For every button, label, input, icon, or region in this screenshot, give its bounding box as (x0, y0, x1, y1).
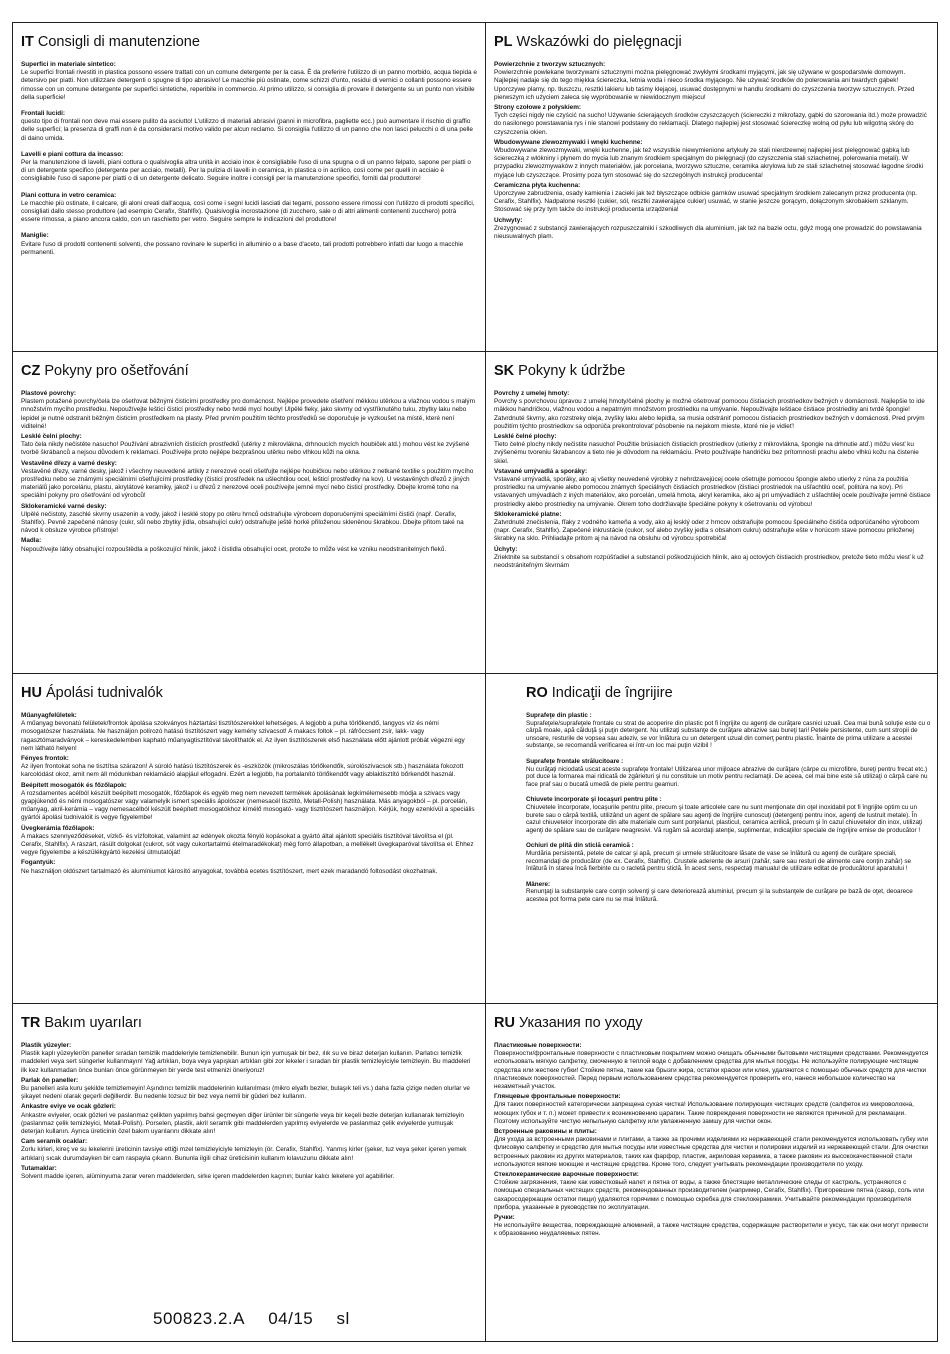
block-text: A makacs szennyeződéseket, vízkő- és vízfoltokat, valamint az edények okozta fényló kopásokat a gyártó által ajánlott speciális tisztítóval távolítsa el (pl. Cerafix, Stahlfix). A rászárt, rásült dolgokat (cukrot, sót vagy cukortartalmú ételmaradékokat) még forró állapotban, a mellékelt üvegkaparóval távolítsa el. Ehhez vegye figyelembe a készülékgyártó kezelési útmutatóját! (21, 832, 474, 857)
block-text: Murdăria persistentă, petele de calcar şi apă, precum şi urmele strălucitoare lăsate de vase se înlătură cu agenţi de curăţare speciali, recomandaţi de producător (de ex. Cerafix, Stahlfix). Crustele aderente de arsuri (zahăr, sare sau resturi de alimente care conţin zahăr) se înlătură în starea încă fierbinte cu o racletă pentru sticlă. În acest sens, respectaţi manualul de utilizare editat de producătorul aparatului ! (526, 849, 911, 873)
language-code: PL (494, 34, 513, 50)
language-code: HU (21, 685, 42, 701)
block-spacer (21, 102, 477, 108)
block-heading: Chiuvete încorporate şi locaşuri pentru plite : (526, 796, 662, 804)
block-heading: Vstavané umývadlá a sporáky: (494, 467, 588, 475)
section-tr (13, 1004, 486, 1341)
revision-date: 04/15 (268, 1309, 314, 1328)
block-text: Zrezygnować z substancji zawierających rozpuszczalniki i szkodliwych dla aluminium, jak też na bazie octu, gdyż mogą one prowadzić do powstawania nieusuwalnych plam. (494, 224, 922, 241)
block-heading: Ankastre eviye ve ocak gözleri: (21, 1103, 116, 1111)
section-ro (486, 674, 939, 1003)
block-heading: Lesklé čelné plochy: (494, 433, 557, 441)
block-heading: Глянцевые фронтальные поверхности: (494, 1093, 621, 1101)
block-heading: Fényes frontok: (21, 755, 69, 763)
block-text: Per la manutenzione di lavelli, piani cottura o qualsivoglia altra unità in acciaio inox è consigliabile l'uso di una spugna o di un panno felpato, sapone per piatti o di un detergente specifico (detergente per acciaio, metalli). Per la pulizia di lavelli in ceramica, in plastica o in acrilico, così come per quelli in acciaio è consigliabile l'uso di sapone per piatti o di un detergente delicato. Seguire inoltre i consigli per la manutenzione specifici, forniti dal produttore! (21, 159, 471, 183)
block-spacer (526, 834, 931, 840)
block-heading: Beépített mosogatók és főzőlapok: (21, 781, 127, 789)
block-text: questo tipo di frontali non deve mai essere pulito da asciutto! L'utilizzo di materiali abrasivi (panni in microfibra, pagliette ecc.) può aumentare il rischio di graffio delle superfici; la presenza di graffi non è da considerarsi motivo valido per alcun reclamo. Si consiglia l'utilizzo di un panno che non lasci pelucchi o di una pelle di daino umida. (21, 118, 473, 142)
block-heading: Parlak ön paneller: (21, 1076, 79, 1084)
block-text: Не используйте вещества, повреждающие алюминий, а также чистящие средства, содержащие растворители и уксус, так как они могут привести к образованию неудаляемых пятен. (494, 1222, 929, 1238)
block-heading: Mânere: (526, 880, 551, 888)
section-title (21, 33, 477, 51)
block-heading: Встроенные раковины и плиты: (494, 1128, 597, 1136)
block-text: Uporczywe zabrudzenia, osady kamienia i zacieki jak też błyszczące odbicie garnków usuwać specjalnym środkiem zalecanym przez producenta (np. Cerafix, Stahlfix). Nadpalone resztki (cukier, sól, resztki zawierające cukier) usuwać, w stanie jeszcze gorącym, dołączonym skrobakiem szklanym. Stosować się przy tym także do instrukcji producenta urządzenia! (494, 190, 918, 214)
block-heading: Lesklé čelní plochy: (21, 433, 82, 441)
section-title (494, 684, 931, 702)
block-heading: Vestavěné dřezy a varné desky: (21, 459, 117, 467)
block-spacer (526, 788, 931, 794)
instruction-sheet (12, 22, 938, 1342)
block-text: A rozsdamentes acélból készült beépített mosogatók, főzőlapok és egyéb meg nem nevezett termékek ápolásának legkímélemesebb módja a szivacs vagy gyapjúkendő és némi mosogatószer vagy valamelyik ismert speciális ápolószer (nemesacél tisztító, Metall-Polish) használata. Más anyagokból – pl. porcelán, műanyag, akril-kerámia – vagy nemesacélból készült beépített mosogatókhoz kímélő mosogató- vagy tisztítószert használjon. Kérjük, hogy ezenkívül a speciális gyártói ápolási tudnivalóit is vegye figyelembe! (21, 789, 475, 822)
block-text: Solvent madde içeren, alüminyuma zarar veren maddelerden, sirke içeren maddelerden kaçının; bunlar kalıcı lekelere yol açabilirler. (21, 1173, 395, 1181)
block-heading: Fogantyúk: (21, 859, 56, 867)
block-text: Nepoužívejte látky obsahující rozpouštědla a poškozující hliník, jakož i čistidla obsahující ocet, protože to může vést ke vzniku neodstranitelných fleků. (21, 545, 447, 553)
row-4 (13, 1003, 937, 1341)
block-heading: Sklokeramické platne: (494, 510, 562, 518)
row-1 (13, 23, 937, 351)
title-text: Indicaţii de îngrijire (551, 685, 673, 701)
block-text: Plastik kaplı yüzeyler/ön paneller sıradan temizlik maddeleriyle temizlenebilir. Bunun için yumuşak bir bez, ılık su ve biraz deterjan kullanın. Parlatıcı temizlik maddeleri veya sert süngerler kullanmayın! Yağ artıkları, boya veya yapışkan artıkları gibi zor lekeler i sıradan bir plastik temizleyiciyle temizleyin. Bu maddeleri ilk kez kullanmadan önce bunları önce görünmeyen bir yerde test etmenizi öneriyoruz! (21, 1050, 471, 1074)
section-body (21, 1042, 477, 1181)
section-body (494, 712, 931, 903)
section-title (21, 684, 477, 702)
title-text: Bakım uyarıları (44, 1015, 142, 1031)
block-heading: Ручки: (494, 1214, 515, 1222)
document-code (153, 1309, 368, 1329)
block-text: Nu curăţaţi niciodată uscat aceste suprafeţe frontale! Utilizarea unor mijloace abrazive de curăţare (cârpe cu microfibre, bureţi pentru frecat etc.) pot duce la formarea mai ridicată de zgârieturi şi nu constituie un motiv pentru reclamaţii. De aceea, cel mai bine este să utilizaţi o cârpă care nu face praf sau o bucată umedă de piele pentru geamuri. (526, 765, 928, 788)
block-heading: Ceramiczna płyta kuchenna: (494, 181, 581, 189)
block-text: Ankastre eviyeler, ocak gözleri ve paslanmaz çelikten yapılmış bahsi geçmeyen diğer ürünler bir süngerle veya bir keçeli bezle deterjan kullanarak temizleyin (paslanmaz çelik temizleyici, Metall-Polish). Porselen, plastik, akril seramik gibi maddelerden yapılmış eviyelerde ve paslanmaz çelik eviyelerde yumuşak deterjan kullanın. Ayrıca üreticinin özel bakım uyarılarını dikkate alın! (21, 1111, 464, 1136)
language-code: TR (21, 1015, 41, 1031)
block-heading: Plastové povrchy: (21, 390, 77, 397)
block-text: Chiuvetele încorporate, locaşurile pentru plite, precum şi toate articolele care nu sunt menţionate din oţel inoxidabil pot fi îngrijite optim cu un burete sau o cârpă textilă, utilizând un agent de spălare sau agenţi de îngrijire cunoscuţi (detergenţi pentru inox, agenţi de lustruit metale). În cazul chiuvetelor încorporate din alte materiale cum sunt porţelanul, plasticul, ceramica acrilică, precum şi în cazul chiuvetelor din inox, utilizaţi agenţi de spălare sau de curăţare neagresivi. Vă rugăm să acordaţi atenţie, suplimentar, indicaţiilor speciale de îngrijire emise de producător ! (526, 803, 923, 834)
section-cz (13, 352, 486, 673)
language-code: SK (494, 363, 515, 379)
revision-suffix: sl (336, 1309, 350, 1328)
block-text: Zriektnite sa substancií s obsahom rozpúšťadiel a substancií poškodzujúcich hliník, ako aj octových čistiacich prostriedkov, pretože tieto môžu viesť k už neodstrániteľným škvrnám (494, 553, 924, 570)
block-heading: Maniglie: (21, 232, 49, 240)
language-code: RU (494, 1015, 515, 1031)
title-text: Указания по уходу (518, 1015, 643, 1031)
block-text: Ne használjon oldószert tartalmazó és alumíniumot károsító anyagokat, továbbá ecetes tisztítószert, mert ezek maradandó foltosodást okozhatnak. (21, 867, 438, 875)
block-spacer (526, 873, 931, 879)
section-title (494, 1014, 931, 1032)
block-text: Bu panelleri asla kuru şekilde temizlemeyin! Aşındırıcı temizlik maddelerinin kullanılması (mikro elyaflı bezler, bulaşık teli vs.) daha fazla çizige neden olurlar ve şikayet nedeni olarak geçerli değillerdir. Bu nedenle tozsuz bir bez veya nemli bir güderi bez kullanın. (21, 1085, 470, 1101)
block-text: Zatvrdnuté znečistenia, fľaky z vodného kameňa a vody, ako aj lesklý oder z hrncov odstraňujte pomocou špeciálneho čističa odporúčaného výrobcom (napr. Cerafix, Stahlfix). Zapečené inkrustácie (cukor, soľ alebo zvyšky jedla s obsahom cukru) odstraňujte ešte v horúcom stave pomocou priloženej škrabky na sklo. Prihliadajte pritom aj na návod na obsluhu od výrobcu spotrebiča! (494, 519, 920, 543)
block-heading: Frontali lucidi: (21, 110, 66, 118)
block-heading: Lavelli e piani cottura da incasso: (21, 150, 124, 158)
block-text: Le macchie più ostinate, il calcare, gli aloni creati dall'acqua, così come i segni lucidi lasciati dai tegami, possono essere rimossi con l'utilizzo di prodotti specifici, consigliati dallo stesso produttore (ad esempio Cerafix, Stahlfix). Qualsivoglia incrostazione (di zucchero, sale o di altri alimenti contenenti zucchero) potrà essere rimossa, a piano ancora caldo, con un raschietto per vetro. Seguire sempre le indicazioni del produttore! (21, 199, 475, 224)
block-heading: Műanyagfelületek: (21, 712, 77, 719)
block-text: A műanyag bevonatú felületek/frontok ápolása szokványos háztartási tisztítószerekkel lehetséges. A legjobb a puha törlőkendő, langyos víz és némi mosogatószer használata. Ne használjon polírozó hatású tisztítószert vagy kemény szivacsot! A makacs foltok – pl. ráfröccsent zsír, lakk- vagy ragasztómaradványok – kereskedelemben kapható műanyagtisztítóval távolíthatók el. Az ilyen tisztítószerek első használata előtt ajánlott próbát végezni egy nem látható helyen! (21, 720, 465, 752)
section-title (494, 33, 931, 51)
block-text: Suprafeţele/suprafeţele frontale cu strat de acoperire din plastic pot fi îngrijite cu agenţi de curăţare casnici uzuali. Cea mai bună soluţie este cu o cârpă moale, apă călduţă şi puţin detergent. Nu utilizaţi substanţe de curăţare abrazive sau bureţi tari! Petele persistente, cum sunt stropii de unsoare, resturile de vopsea sau adeziv, se vor înlătura cu un detergent uzual din comerţ pentru plastic. Înainte de prima utilizare a acestei substanţe, se recomandă verificarea ei într-un loc mai puţin vizibil ! (526, 719, 931, 750)
section-title (21, 362, 477, 380)
title-text: Pokyny pro ošetřování (44, 363, 189, 379)
block-heading: Suprafeţe din plastic : (526, 712, 592, 719)
row-3 (13, 673, 937, 1003)
block-text: Plastem potažené povrchy/čela lze ošetřovat běžnými čisticími prostředky pro domácnost. Nejlépe provedete ošetření měkkou utěrkou a vlažnou vodou s malým množstvím mycího prostředku. Nepoužívejte lešticí čisticí prostředky nebo tvrdé mycí houby! Ulpělé fleky, jako skvrny od vystříknutého tuku, zbytky laku nebo lepidel je nutné odstranit běžným čisticím prostředkem na plasty. Před prvním použitím těchto prostředků se doporučuje je vyzkoušet na místě, které není viditelné! (21, 398, 475, 430)
title-text: Pokyny k údržbe (518, 363, 626, 379)
block-heading: Piani cottura in vetro ceramica: (21, 191, 117, 199)
block-heading: Plastik yüzeyler: (21, 1042, 72, 1049)
block-heading: Стеклокерамические варочные поверхности: (494, 1171, 639, 1179)
section-pl (486, 23, 939, 351)
block-spacer (21, 224, 477, 230)
block-heading: Suprafeţe frontale strălucitoare : (526, 757, 624, 765)
block-heading: Úchyty: (494, 545, 518, 553)
section-body (494, 390, 931, 570)
language-code: RO (526, 685, 548, 701)
section-body (21, 712, 477, 876)
block-heading: Powierzchnie z tworzyw sztucznych: (494, 61, 606, 68)
section-sk (486, 352, 939, 673)
section-body (494, 1042, 931, 1239)
block-heading: Cam seramik ocaklar: (21, 1138, 88, 1146)
block-text: Wbudowywane zlewozmywaki, wnęki kuchenne, jak też wszystkie niewymienione artykuły ze stali nierdzewnej najlepiej jest pielęgnować gąbką lub ściereczką z włókniny i płynem do mycia lub znanym środkiem specjalnym do pielęgnacji (do czyszczenia stali szlachetnej, polerowania metali). W przypadku zlewozmywaków z innych materiałów, jak porcelana, tworzywo sztuczne, ceramika akrylowa lub ze stali szlachetnej stosować łagodne środki myjące lub czyszczące. Prosimy poza tym stosować się do szczególnych instrukcji producenta! (494, 147, 924, 179)
block-heading: Tutamaklar: (21, 1164, 57, 1172)
article-number: 500823.2.A (153, 1309, 245, 1328)
block-text: Powierzchnie powlekane tworzywami sztucznymi można pielęgnować zwykłymi środkami myjącymi, jak się używane w gospodarstwie domowym. Najlepiej nadaje się do tego miękka ściereczka, letnia woda i nieco środka myjącego. Nie używać środków do polerowania ani twardych gąbek! Uporczywe plamy, np. tłuszczu, resztki lakieru lub taśmy klejącej, usuwać dostępnymi w handlu środkami do czyszczenia tworzyw sztucznych. Przed pierwszym ich użyciem zaleca się wypróbowanie w niewidocznym miejscu! (494, 69, 915, 101)
block-spacer (526, 750, 931, 756)
title-text: Consigli di manutenzione (37, 34, 200, 50)
block-text: Для ухода за встроенными раковинами и плитами, а также за прочими изделиями из нержавеющей стали рекомендуется использовать губку или флисовую салфетку и средство для мытья посуды или известные средства для чистки и полировки изделий из нержавеющей стали. Для очистки встроенных раковин из других материалов, таких как фарфор, пластик, акриловая керамика, а также раковин из высококачественной стали используются мягкие моющие и чистящие средства. Кроме того, следует учитывать рекомендации производителя по уходу. (494, 1136, 929, 1168)
block-text: Tieto čelné plochy nikdy nečistite nasucho! Použitie brúsiacich čistiacich prostriedkov (utierky z mikrovlákna, špongie na drhnutie atď.) môžu viesť ku zvýšenému tvoreniu škrabancov a tieto nie je dôvodom na reklamáciu. Preto používajte handričku bez prítomnosti prachu alebo vlhkú kožu na čistenie skiel. (494, 441, 919, 465)
block-text: Evitare l'uso di prodotti contenenti solventi, che possano rovinare le superfici in alluminio o a base d'aceto, tali prodotti potrebbero infatti dar luogo a macchie permanenti. (21, 240, 464, 256)
block-heading: Madla: (21, 537, 42, 545)
block-text: Поверхности/фронтальные поверхности с пластиковым покрытием можно очищать обычными бытовыми чистящими средствами. Рекомендуется использовать мягкую салфетку, смоченную в теплой воде с добавлением средства для мытья посуды. Не используйте полирующие чистящие средства или жесткие губки! Стойкие пятна, такие как брызги жира, остатки краски или клея, удаляются с помощью обычных средств для чистки пластиковых поверхностей. Перед первым использованием средства рекомендуется проверить его, нанеся небольшое количество на незаметный участок. (494, 1050, 929, 1091)
block-spacer (21, 143, 477, 149)
title-text: Ápolási tudnivalók (45, 685, 163, 701)
block-text: Renunţaţi la substanţele care conţin solvenţi şi care deteriorează aluminiul, precum şi la substanţele de curăţare pe bază de oţet, deoarece acestea pot forma pete care nu se mai înlătură. (526, 888, 913, 903)
block-text: Для таких поверхностей категорически запрещена сухая чистка! Использование полирующих чистящих средств (салфеток из микроволокна, моющих губок и т. п.) может привести к возникновению царапин. Такие повреждения поверхности не являются причиной для рекламации. Поэтому используйте чистую непыльную салфетку или увлажненную замшу для чистки окон. (494, 1101, 914, 1125)
block-heading: Üvegkerámia főzőlapok: (21, 824, 95, 832)
block-text: Стойкие загрязнения, такие как известковый налет и пятна от воды, а также блестящие металлические следы от кастрюль, устраняются с помощью специальных чистящих средств, рекомендованных производителем (например, Cerafix, Stahlfix). Пригоревшие пятна (сахар, соль или сахаросодержащие остатки пищи) удаляются горячими с помощью скребка для стеклокерамики. Учитывайте рекомендации производителя прибора, указанные в руководстве по эксплуатации. (494, 1179, 925, 1211)
block-heading: Wbudowywane zlewozmywaki i wnęki kuchenne: (494, 138, 643, 146)
block-heading: Ochiuri de plită din sticlă ceramică : (526, 842, 634, 850)
row-2 (13, 351, 937, 673)
block-text: Tych części nigdy nie czyścić na sucho! Używanie ścierających środków czyszczących (ściereczki z mikrofazy, gąbki do szorowania itd.) może prowadzić do nasilonego powstawania rys i nie stanowi podstawy do reklamacji. Dlatego najlepiej jest stosować ściereczkę wolną od pyłu lub wilgotną skórę do czyszczenia okien. (494, 112, 927, 136)
block-heading: Povrchy z umelej hmoty: (494, 390, 570, 397)
block-text: Povrchy s povrchovou úpravou z umelej hmoty/čelné plochy je možné ošetrovať pomocou čistiacich prostriedkov bežných v domácnosti. Najlepšie to ide mäkkou handričkou, vlažnou vodou a nepatrným množstvom prostriedku na umývanie. Nepoužívajte leštiace čistiace prostriedky ani tvrdé špongie! Zatvrdnuté škvrny, ako rozstreky oleja, zvyšky laku alebo lepidla, sa musia odstrániť pomocou čistiacich prostriedkov bežných v domácnosti. Pred prvým použitím týchto prostriedkov sa odporúča prekontrolovať pôsobenie na nejakom mieste, ktoré nie je vidieť! (494, 398, 925, 430)
block-heading: Пластиковые поверхности: (494, 1042, 582, 1049)
block-text: Le superfici frontali rivestiti in plastica possono essere trattati con un comune detergente per la casa. È da preferire l'utilizzo di un panno morbido, acqua tiepida e detersivo per piatti. Non utilizzare detergenti o spugne di tipo abrasivo! Le macchie più ostinate, come schizzi d'unto, residui di vernici o collanti possono essere rimosse con un comune detergente per superfici sintetiche, reperibile in commercio. Al primo utilizzo, si consiglia di provare il detergente su un punto non visibile della superficie! (21, 69, 477, 101)
block-text: Zorlu kirleri, kireç ve su lekelerini üreticinin tavsiye ettiği mzel temizleyiciyle temizleyin (ör. Cerafix, Stahlfix). Yanmış kirler (şeker, tuz veya şeker içeren yemek artıkları) sıcak durumdayken bir cam raspayla çıkarın. Bununla ilgili cihaz üreticisinin kullanım kılavuzunu dikkate alın! (21, 1146, 467, 1162)
language-code: IT (21, 34, 34, 50)
section-body (21, 390, 477, 554)
title-text: Wskazówki do pielęgnacji (516, 34, 682, 50)
block-heading: Superfici in materiale sintetico: (21, 61, 116, 68)
block-text: Vstavané umývadlá, sporáky, ako aj všetky neuvedené výrobky z nehrdzavejúcej ocele ošetrujte pomocou špongie alebo utierky z rúna za použitia prostriedku na umývanie alebo pomocou známych špeciálnych čistiacich prostriedkov (čistiaci prostriedok na ušľachtilú oceľ, politúra na kov). Pri vstavaných umývadlách z iných materiálov, ako porcelán, umelá hmota, akryl keramika, ako aj pri umývadlách z ušľachtilej ocele používajte jemné čistiace prostriedky alebo prostriedky na umývanie. Okrem toho dodržiavajte špeciálne pokyny k ošetrovaniu od výrobcu! (494, 476, 931, 508)
section-it (13, 23, 486, 351)
block-text: Ulpělé nečistoty, zaschlé skvrny usazenin a vody, jakož i lesklé stopy po otěru hrnců odstraňujte výrobcem doporučenými speciálními čističi (např. Cerafix, Stahlfix). Pevně zapečené nánosy (cukr, sůl nebo zbytky jídla, obsahující cukr) odstraňujte ještě horké přiloženou skleněnou škrabkou. Dbejte přitom také na návod k obsluze výrobce přístroje! (21, 510, 464, 535)
block-text: Az ilyen frontokat soha ne tisztítsa szárazon! A súroló hatású tisztítószerek és -eszközök (mikroszálas törlőkendők, súrolószivacsok stb.) használata fokozott karcolódást okoz, amit nem áll módunkban reklamáció alapjául elfogadni. Ezért a legjobb, ha portalanító törlőkendőt vagy ablaktisztító bőrkendőt használ. (21, 763, 464, 779)
language-code: CZ (21, 363, 41, 379)
section-title (494, 362, 931, 380)
block-text: Tato čela nikdy nečistěte nasucho! Používání abrazivních čisticích prostředků (utěrky z mikrovlákna, drhnoucích mycích houbiček atd.) mohou vést ke zvýšené tvorbě škrábanců a nejsou důvodem k reklamaci. Používejte proto nejlépe bezprašnou utěrku nebo vlhkou kůži na okna. (21, 441, 470, 457)
block-text: Vestavěné dřezy, varné desky, jakož i všechny neuvedené artikly z nerezové oceli ošetřujte nejlépe houbičkou nebo utěrkou z netkané textilie s použitím mycího prostředku nebo se známými speciálními ošetřujícími prostředky (čisticí prostředek na ušlechtilou ocel, lešticí prostředky na kov). U vestavěných dřezů z jiných materiálů jako porcelánu, plastu, akrylátové keramiky, jakož i u dřezů z nerezové oceli používejte jemné mycí nebo čisticí prostředky. Dbejte kromě toho na speciální pokyny pro ošetřování od výrobců! (21, 467, 474, 500)
section-hu (13, 674, 486, 1003)
section-body (494, 61, 931, 241)
section-ru (486, 1004, 939, 1341)
section-title (21, 1014, 477, 1032)
block-heading: Sklokeramické varné desky: (21, 502, 107, 510)
block-heading: Strony czołowe z połyskiem: (494, 104, 582, 112)
block-heading: Uchwyty: (494, 216, 523, 224)
section-body (21, 61, 477, 257)
block-spacer (21, 184, 477, 190)
